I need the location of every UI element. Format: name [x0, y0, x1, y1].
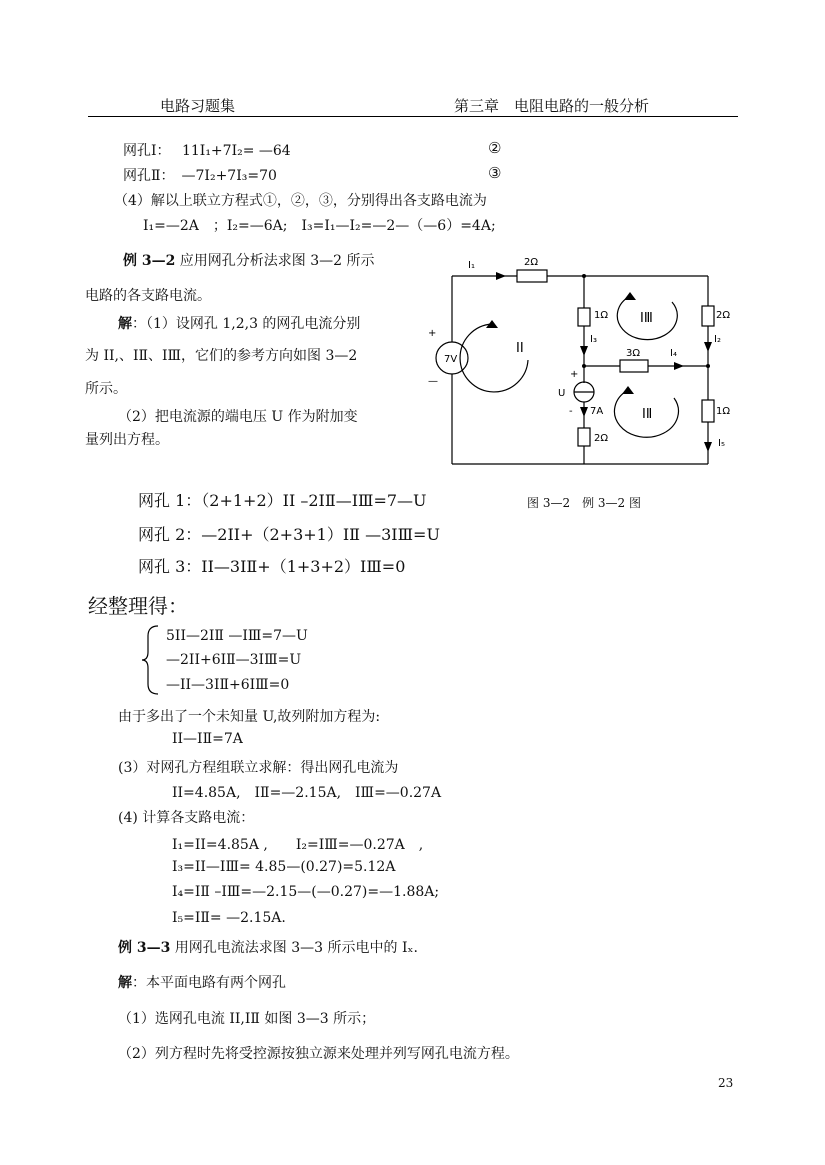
equation-mark-2: ②	[488, 139, 502, 157]
example-3-2-title-text: 应用网孔分析法求图 3—2 所示	[175, 253, 375, 269]
example-3-3-step2: （2）列方程时先将受控源按独立源来处理并列写网孔电流方程。	[118, 1046, 519, 1062]
circuit-diagram-3-2	[420, 250, 750, 472]
arrow-i5	[704, 442, 712, 452]
arrow-7a	[580, 407, 588, 417]
example-3-2-line: 电路的各支路电流。	[85, 288, 211, 304]
step1-text: （1）设网孔 1,2,3 的网孔电流分别	[146, 316, 361, 332]
figure-caption: 图 3—2 例 3—2 图	[527, 496, 641, 510]
mesh2-equation: 网孔Ⅱ： —7I₂+7I₃=70	[123, 168, 277, 184]
example-3-2-line: 所示。	[85, 381, 127, 397]
label-i3: I₃	[590, 334, 597, 345]
left-brace	[140, 624, 162, 696]
solve-step-3: (3）对网孔方程组联立求解：得出网孔电流为	[118, 760, 399, 776]
current-source-7a	[574, 382, 594, 402]
running-header-right: 第三章 电阻电路的一般分析	[454, 97, 650, 115]
equation-mark-3: ③	[488, 164, 502, 182]
label-u: U	[558, 388, 566, 399]
example-3-3-step1: （1）选网孔电流 IⅠ,IⅡ 如图 3—3 所示；	[118, 1011, 376, 1027]
label-r-top: 2Ω	[524, 257, 539, 268]
label-i4: I₄	[670, 348, 677, 359]
system-eq-1: 5IⅠ—2IⅡ —IⅢ=7—U	[166, 628, 308, 644]
mesh-current-results: IⅠ=4.85A, IⅡ=—2.15A, IⅢ=—0.27A	[172, 785, 442, 801]
example-3-3-title	[118, 937, 418, 957]
tidy-heading: 经整理得：	[88, 594, 188, 618]
branch-i5: I₅=IⅡ= —2.15A.	[172, 910, 286, 926]
label-plus-vs: +	[428, 328, 437, 339]
label-mesh2: IⅡ	[642, 407, 653, 422]
example-3-3-label: 例 3—3	[118, 940, 171, 956]
example-3-2-line: 量列出方程。	[85, 432, 169, 448]
additional-equation: IⅠ—IⅡ=7A	[172, 731, 243, 747]
solve-text-3-3: ：本平面电路有两个网孔	[132, 975, 286, 991]
header-rule	[88, 116, 738, 117]
label-i1: I₁	[468, 260, 475, 271]
branch-i3: I₃=IⅠ—IⅢ= 4.85—(0.27)=5.12A	[172, 859, 396, 875]
system-eq-2: —2IⅠ+6IⅡ—3IⅢ=U	[166, 652, 302, 668]
label-i2: I₂	[714, 334, 721, 345]
example-3-2-step1	[118, 313, 360, 333]
example-3-3-title-text: 用网孔电流法求图 3—3 所示电中的 Iₓ.	[170, 940, 418, 956]
branch-i4: I₄=IⅡ –IⅢ=—2.15—(—0.27)=—1.88A;	[172, 884, 440, 900]
solve-label: 解	[118, 316, 132, 332]
mesh-eq-2: 网孔 2：—2IⅠ+（2+3+1）IⅡ —3IⅢ=U	[138, 525, 440, 544]
resistor-3ohm	[620, 360, 648, 372]
solve-step-4: （4）解以上联立方程式①，②，③，分别得出各支路电流为	[114, 193, 487, 209]
arrow-i2	[704, 342, 712, 352]
running-header-left: 电路习题集	[160, 97, 236, 115]
label-7a: 7A	[590, 406, 604, 417]
example-3-2-title	[123, 250, 375, 270]
branch-i1-i2: I₁=IⅠ=4.85A , I₂=IⅢ=—0.27A ,	[172, 837, 424, 853]
label-mesh1: IⅠ	[516, 341, 524, 356]
resistor-bottom	[578, 428, 590, 446]
label-plus-cs: +	[570, 369, 579, 380]
label-i5: I₅	[718, 438, 725, 449]
label-r-right-bottom: 1Ω	[716, 406, 731, 417]
label-mesh3: IⅢ	[640, 311, 653, 326]
branch-currents-result: I₁=—2A ；I₂=—6A; I₃=I₁—I₂=—2—（—6）=4A;	[143, 218, 496, 234]
system-eq-3: —IⅠ—3IⅡ+6IⅢ=0	[166, 677, 290, 693]
label-r-1ohm: 1Ω	[594, 310, 609, 321]
resistor-top	[517, 270, 547, 282]
label-r-3ohm: 3Ω	[626, 348, 641, 359]
label-r-bottom: 2Ω	[594, 433, 609, 444]
solve-label-3-3: 解	[118, 975, 132, 991]
solve-step-4b: (4) 计算各支路电流：	[118, 810, 255, 826]
example-3-3-solve	[118, 972, 286, 992]
mesh1-loop	[460, 324, 528, 392]
page-number: 23	[718, 1076, 734, 1090]
resistor-right-top	[702, 306, 714, 326]
example-3-2-line: 为 IⅠ,、IⅡ、IⅢ，它们的参考方向如图 3—2	[85, 348, 358, 364]
label-minus-vs: —	[428, 376, 438, 387]
label-7v: 7V	[444, 354, 458, 365]
label-minus-cs: -	[569, 406, 573, 417]
resistor-right-bottom	[702, 400, 714, 422]
mesh1-equation: 网孔Ⅰ： 11I₁+7I₂= —64	[123, 143, 291, 159]
resistor-1ohm	[578, 308, 590, 326]
mesh-eq-3: 网孔 3：IⅠ—3IⅡ+（1+3+2）IⅢ=0	[138, 557, 406, 576]
extra-unknown-note: 由于多出了一个未知量 U,故列附加方程为:	[118, 709, 381, 725]
arrow-i1	[496, 272, 506, 280]
arrow-i3	[580, 346, 588, 356]
arrow-i4	[674, 362, 684, 370]
mesh-eq-1: 网孔 1：（2+1+2）IⅠ –2IⅡ—IⅢ=7—U	[138, 491, 427, 510]
solve-colon: ：	[132, 316, 146, 332]
label-r-right-top: 2Ω	[716, 310, 731, 321]
example-3-2-step2: （2）把电流源的端电压 U 作为附加变	[118, 409, 358, 425]
example-3-2-label: 例 3—2	[123, 253, 176, 269]
